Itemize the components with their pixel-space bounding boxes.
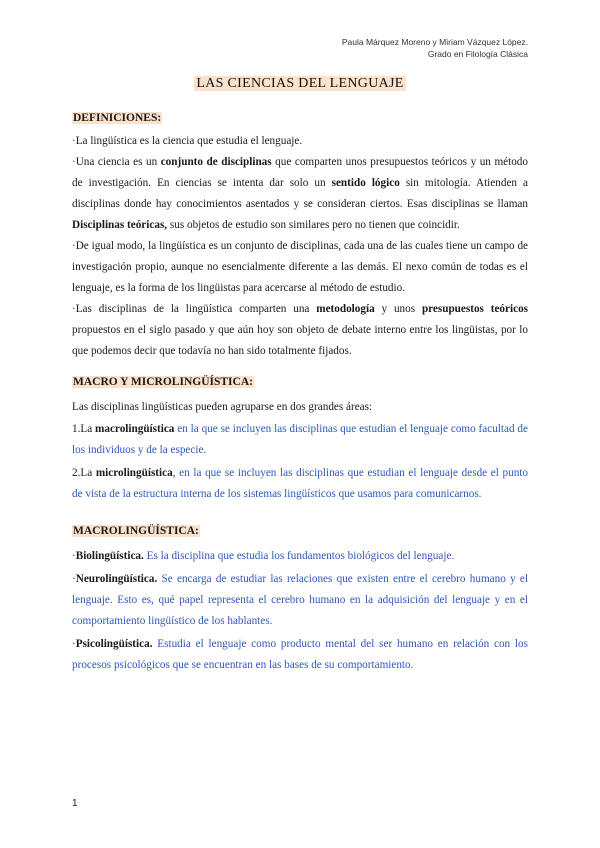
paragraph-definicion-3: ·De igual modo, la lingüística es un conjunto de disciplinas, cada una de las cuales tiene un campo de investigación propio, aunque no esencialmente diferente a las demás. El nexo común de todas es el lenguaje, es la forma de los lingüistas para acercarse al método de estudio. [72,240,528,294]
text-run: que comparten unos presupuestos teóricos y un método de investigación. En ciencias se intenta dar solo un [72,156,528,189]
section-heading-definiciones [72,108,528,129]
list-item-macrolinguistica [72,419,528,461]
bold-term-conjunto-disciplinas: conjunto de disciplinas [160,156,272,168]
text-run: y unos [374,303,422,315]
bold-term-macrolinguistica: macrolingüística [95,423,175,435]
paragraph-definicion-4 [72,299,528,362]
bold-term-presupuestos-teoricos: presupuestos teóricos [421,303,529,315]
text-run: ·Una ciencia es un [72,156,161,168]
section-heading-macro-micro [72,372,528,393]
text-run: ·Las disciplinas de la lingüística comparten una [72,303,317,315]
section-heading-macrolinguistica-text: MACROLINGÜÍSTICA: [73,525,199,537]
text-run: sus objetos de estudio son similares pero no tienen que coincidir. [167,219,460,231]
section-heading-macrolinguistica [72,521,528,542]
bold-term-microlinguistica: microlingüística [95,467,173,479]
item-description: en la que se incluyen las disciplinas que estudian el lenguaje como facultad de los individuos y de la especie. [72,423,528,456]
item-number: 1.La [72,423,96,435]
list-item-neurolinguistica [72,569,528,632]
section-heading-definiciones-text: DEFINICIONES: [73,112,162,124]
item-description: Es la disciplina que estudia los fundamentos biológicos del lenguaje. [143,550,455,562]
bullet: · [72,573,76,585]
bold-term-neurolinguistica: Neurolingüística. [75,573,158,585]
paragraph-definicion-1: ·La lingüística es la ciencia que estudia el lenguaje. [72,135,303,147]
bold-term-metodologia: metodología [316,303,375,315]
bold-term-biolinguistica: Biolingüística. [75,550,144,562]
page-title [0,76,600,92]
item-description: Estudia el lenguaje como producto mental del ser humano en relación con los procesos psicológicos que se encuentran en las bases de su comportamiento. [72,638,528,671]
document-header [342,36,528,60]
list-item-psicolinguistica [72,634,528,676]
paragraph-definicion-2 [72,152,528,236]
list-item-biolinguistica [72,546,528,567]
paragraph-macro-micro-intro: Las disciplinas lingüísticas pueden agruparse en dos grandes áreas: [72,401,373,413]
bullet: · [72,638,76,650]
page-title-text: LAS CIENCIAS DEL LENGUAJE [196,76,404,91]
header-degree: Grado en Filología Clásica [427,49,528,59]
bold-term-sentido-logico: sentido lógico [331,177,400,189]
document-body [72,108,528,678]
item-number: 2.La [72,467,96,479]
bold-term-disciplinas-teoricas: Disciplinas teóricas, [72,219,168,231]
header-authors: Paula Márquez Moreno y Miriam Vázquez López. [341,37,528,47]
section-heading-macro-micro-text: MACRO Y MICROLINGÜÍSTICA: [73,376,253,388]
item-description: , en la que se incluyen las disciplinas que estudian el lenguaje desde el punto de vista de la estructura interna de los sistemas lingüísticos que usamos para comunicarnos. [72,467,528,500]
bullet: · [72,550,76,562]
page-number: 1 [72,798,78,809]
bold-term-psicolinguistica: Psicolingüística. [75,638,153,650]
item-description: Se encarga de estudiar las relaciones que existen entre el cerebro humano y el lenguaje. Esto es, qué papel representa el cerebro humano en la adquisición del lenguaje y en el comportamiento lingüístico de los hablantes. [72,573,528,627]
list-item-microlinguistica [72,463,528,505]
text-run: sin mitología. Atienden a disciplinas donde hay conocimientos asentados y se consideran ciertos. Esas disciplinas se llaman [72,177,528,210]
text-run: propuestos en el siglo pasado y que aún hoy son objeto de debate interno entre los lingüistas, por lo que podemos decir que todavía no han sido totalmente fijados. [72,324,528,357]
